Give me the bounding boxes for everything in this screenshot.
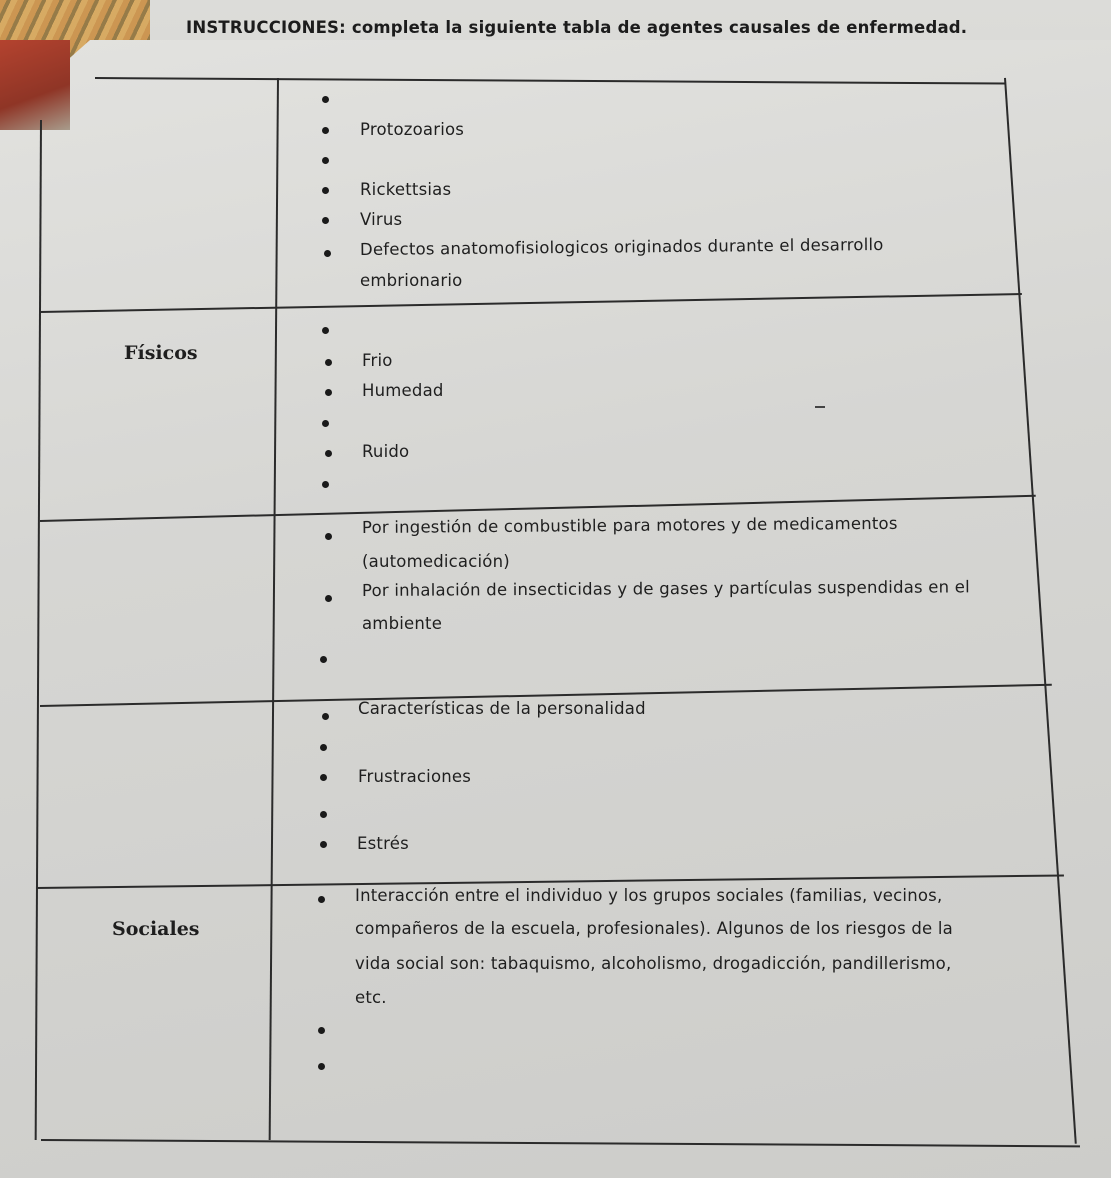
- list-item: Rickettsias: [360, 180, 452, 199]
- list-item-continuation: vida social son: tabaquismo, alcoholismo, drogadicción, pandillerismo,: [355, 954, 952, 973]
- bullet: [322, 481, 329, 488]
- bullet: [318, 1027, 325, 1034]
- category-fisicos: Físicos: [124, 342, 198, 364]
- bullet: [325, 359, 332, 366]
- list-item-continuation: embrionario: [360, 271, 463, 290]
- bullet: [322, 187, 329, 194]
- bullet: [322, 96, 329, 103]
- bullet: [322, 327, 329, 334]
- bullet: [320, 841, 327, 848]
- list-item-continuation: compañeros de la escuela, profesionales). Algunos de los riesgos de la: [355, 919, 953, 938]
- bullet: [320, 811, 327, 818]
- list-item: Protozoarios: [360, 120, 465, 139]
- bullet: [325, 450, 332, 457]
- bullet: [322, 157, 329, 164]
- stray-pen-mark: [815, 406, 825, 408]
- bullet: [322, 713, 329, 720]
- bullet: [318, 896, 325, 903]
- list-item: Por ingestión de combustible para motores y de medicamentos: [361, 513, 898, 537]
- list-item: Estrés: [357, 834, 409, 853]
- bullet: [320, 744, 327, 751]
- bullet: [322, 217, 329, 224]
- list-item: Virus: [360, 210, 403, 229]
- list-item: Por inhalación de insecticidas y de gases y partículas suspendidas en el: [361, 577, 970, 600]
- list-item: Ruido: [362, 442, 410, 461]
- bullet: [322, 420, 329, 427]
- bullet: [324, 250, 331, 257]
- instructions-heading: INSTRUCCIONES: completa la siguiente tabla de agentes causales de enfermedad.: [186, 18, 968, 37]
- bullet: [325, 389, 332, 396]
- bullet: [320, 774, 327, 781]
- red-object-corner: [0, 40, 70, 130]
- list-item-continuation: ambiente: [362, 614, 443, 633]
- list-item: Frio: [362, 351, 393, 370]
- category-sociales: Sociales: [112, 918, 200, 940]
- list-item-continuation: etc.: [355, 988, 387, 1007]
- list-item: Interacción entre el individuo y los grupos sociales (familias, vecinos,: [355, 886, 943, 905]
- list-item: Características de la personalidad: [358, 699, 646, 718]
- bullet: [325, 595, 332, 602]
- list-item-continuation: (automedicación): [362, 552, 510, 571]
- list-item: Frustraciones: [358, 767, 472, 786]
- bullet: [325, 533, 332, 540]
- list-item: Humedad: [362, 381, 444, 400]
- bullet: [320, 656, 327, 663]
- list-item: Defectos anatomofisiologicos originados durante el desarrollo: [359, 234, 884, 259]
- bullet: [322, 127, 329, 134]
- worksheet-paper: [0, 40, 1111, 1178]
- bullet: [318, 1063, 325, 1070]
